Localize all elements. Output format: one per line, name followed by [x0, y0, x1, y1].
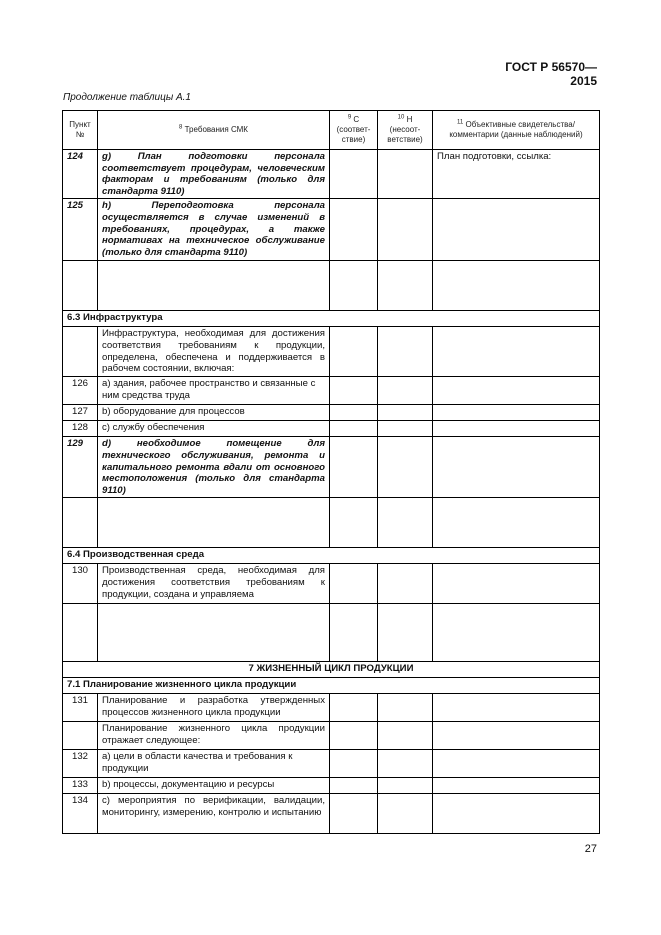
requirement-text: g) План подготовки персонала соответствует процедурам, человеческим факторам и требованиям (только для стандарта 9110): [98, 150, 330, 199]
requirement-text: b) процессы, документацию и ресурсы: [98, 778, 330, 794]
header-conformity: $^9$ С (соответ-ствие): [330, 111, 378, 150]
section-row: [63, 678, 600, 694]
table-row: [63, 564, 600, 604]
item-number: 134: [63, 794, 98, 834]
section-heading: 6.4 Производственная среда: [63, 548, 600, 564]
section-heading: 7.1 Планирование жизненного цикла продукции: [63, 678, 600, 694]
requirement-text: а) здания, рабочее пространство и связанные с ним средства труда: [98, 377, 330, 405]
evidence-comment: План подготовки, ссылка:: [433, 150, 600, 199]
table-row: [63, 794, 600, 834]
header-evidence: $^{11}$ Объективные свидетельства/ комментарии (данные наблюдений): [433, 111, 600, 150]
item-number: 129: [63, 437, 98, 498]
document-code: ГОСТ Р 56570—2015: [505, 60, 597, 88]
table-row: [63, 199, 600, 261]
requirement-text: Производственная среда, необходимая для достижения соответствия требованиям к продукции, создана и управляема: [98, 564, 330, 604]
page-number: 27: [584, 843, 597, 855]
header-nonconformity: $^{10}$ Н (несоот-ветствие): [378, 111, 433, 150]
table-row: [63, 327, 600, 377]
table-row: [63, 437, 600, 498]
item-number: 132: [63, 750, 98, 778]
requirement-text: с) службу обеспечения: [98, 421, 330, 437]
item-number: 124: [63, 150, 98, 199]
item-number: 131: [63, 694, 98, 722]
item-number: 130: [63, 564, 98, 604]
item-number: 125: [63, 199, 98, 261]
section-row: [63, 548, 600, 564]
table-row: [63, 421, 600, 437]
item-number: 127: [63, 405, 98, 421]
table-header-row: [63, 111, 600, 150]
requirement-text: b) оборудование для процессов: [98, 405, 330, 421]
requirement-text: Планирование и разработка утвержденных процессов жизненного цикла продукции: [98, 694, 330, 722]
item-number: 126: [63, 377, 98, 405]
empty-row: [63, 604, 600, 662]
requirement-text: Планирование жизненного цикла продукции отражает следующее:: [98, 722, 330, 750]
table-row: [63, 722, 600, 750]
table-row: [63, 694, 600, 722]
table-row: [63, 150, 600, 199]
requirement-text: с) мероприятия по верификации, валидации, мониторингу, измерению, контролю и испытанию: [98, 794, 330, 834]
chapter-row: [63, 662, 600, 678]
empty-row: [63, 261, 600, 311]
item-number: 128: [63, 421, 98, 437]
requirement-text: а) цели в области качества и требования к продукции: [98, 750, 330, 778]
requirement-text: d) необходимое помещение для технического обслуживания, ремонта и капитального ремонта вдали от основного местоположения (только для стандарта 9110): [98, 437, 330, 498]
header-requirements: $^8$ Требования СМК: [98, 111, 330, 150]
chapter-heading: 7 ЖИЗНЕННЫЙ ЦИКЛ ПРОДУКЦИИ: [63, 662, 600, 678]
requirement-text: Инфраструктура, необходимая для достижения соответствия требованиям к продукции, определена, обеспечена и поддерживается в рабочем состоянии, включая:: [98, 327, 330, 377]
table-row: [63, 778, 600, 794]
table-row: [63, 405, 600, 421]
requirement-text: h) Переподготовка персонала осуществляется в случае изменений в требованиях, процедурах, а также нормативах на техническое обслуживание (только для стандарта 9110): [98, 199, 330, 261]
header-item-number: Пункт №: [63, 111, 98, 150]
empty-row: [63, 498, 600, 548]
table-row: [63, 750, 600, 778]
table-caption: Продолжение таблицы А.1: [63, 92, 191, 103]
table-row: [63, 377, 600, 405]
requirements-table: [62, 110, 600, 834]
section-row: [63, 311, 600, 327]
section-heading: 6.3 Инфраструктура: [63, 311, 600, 327]
item-number: 133: [63, 778, 98, 794]
